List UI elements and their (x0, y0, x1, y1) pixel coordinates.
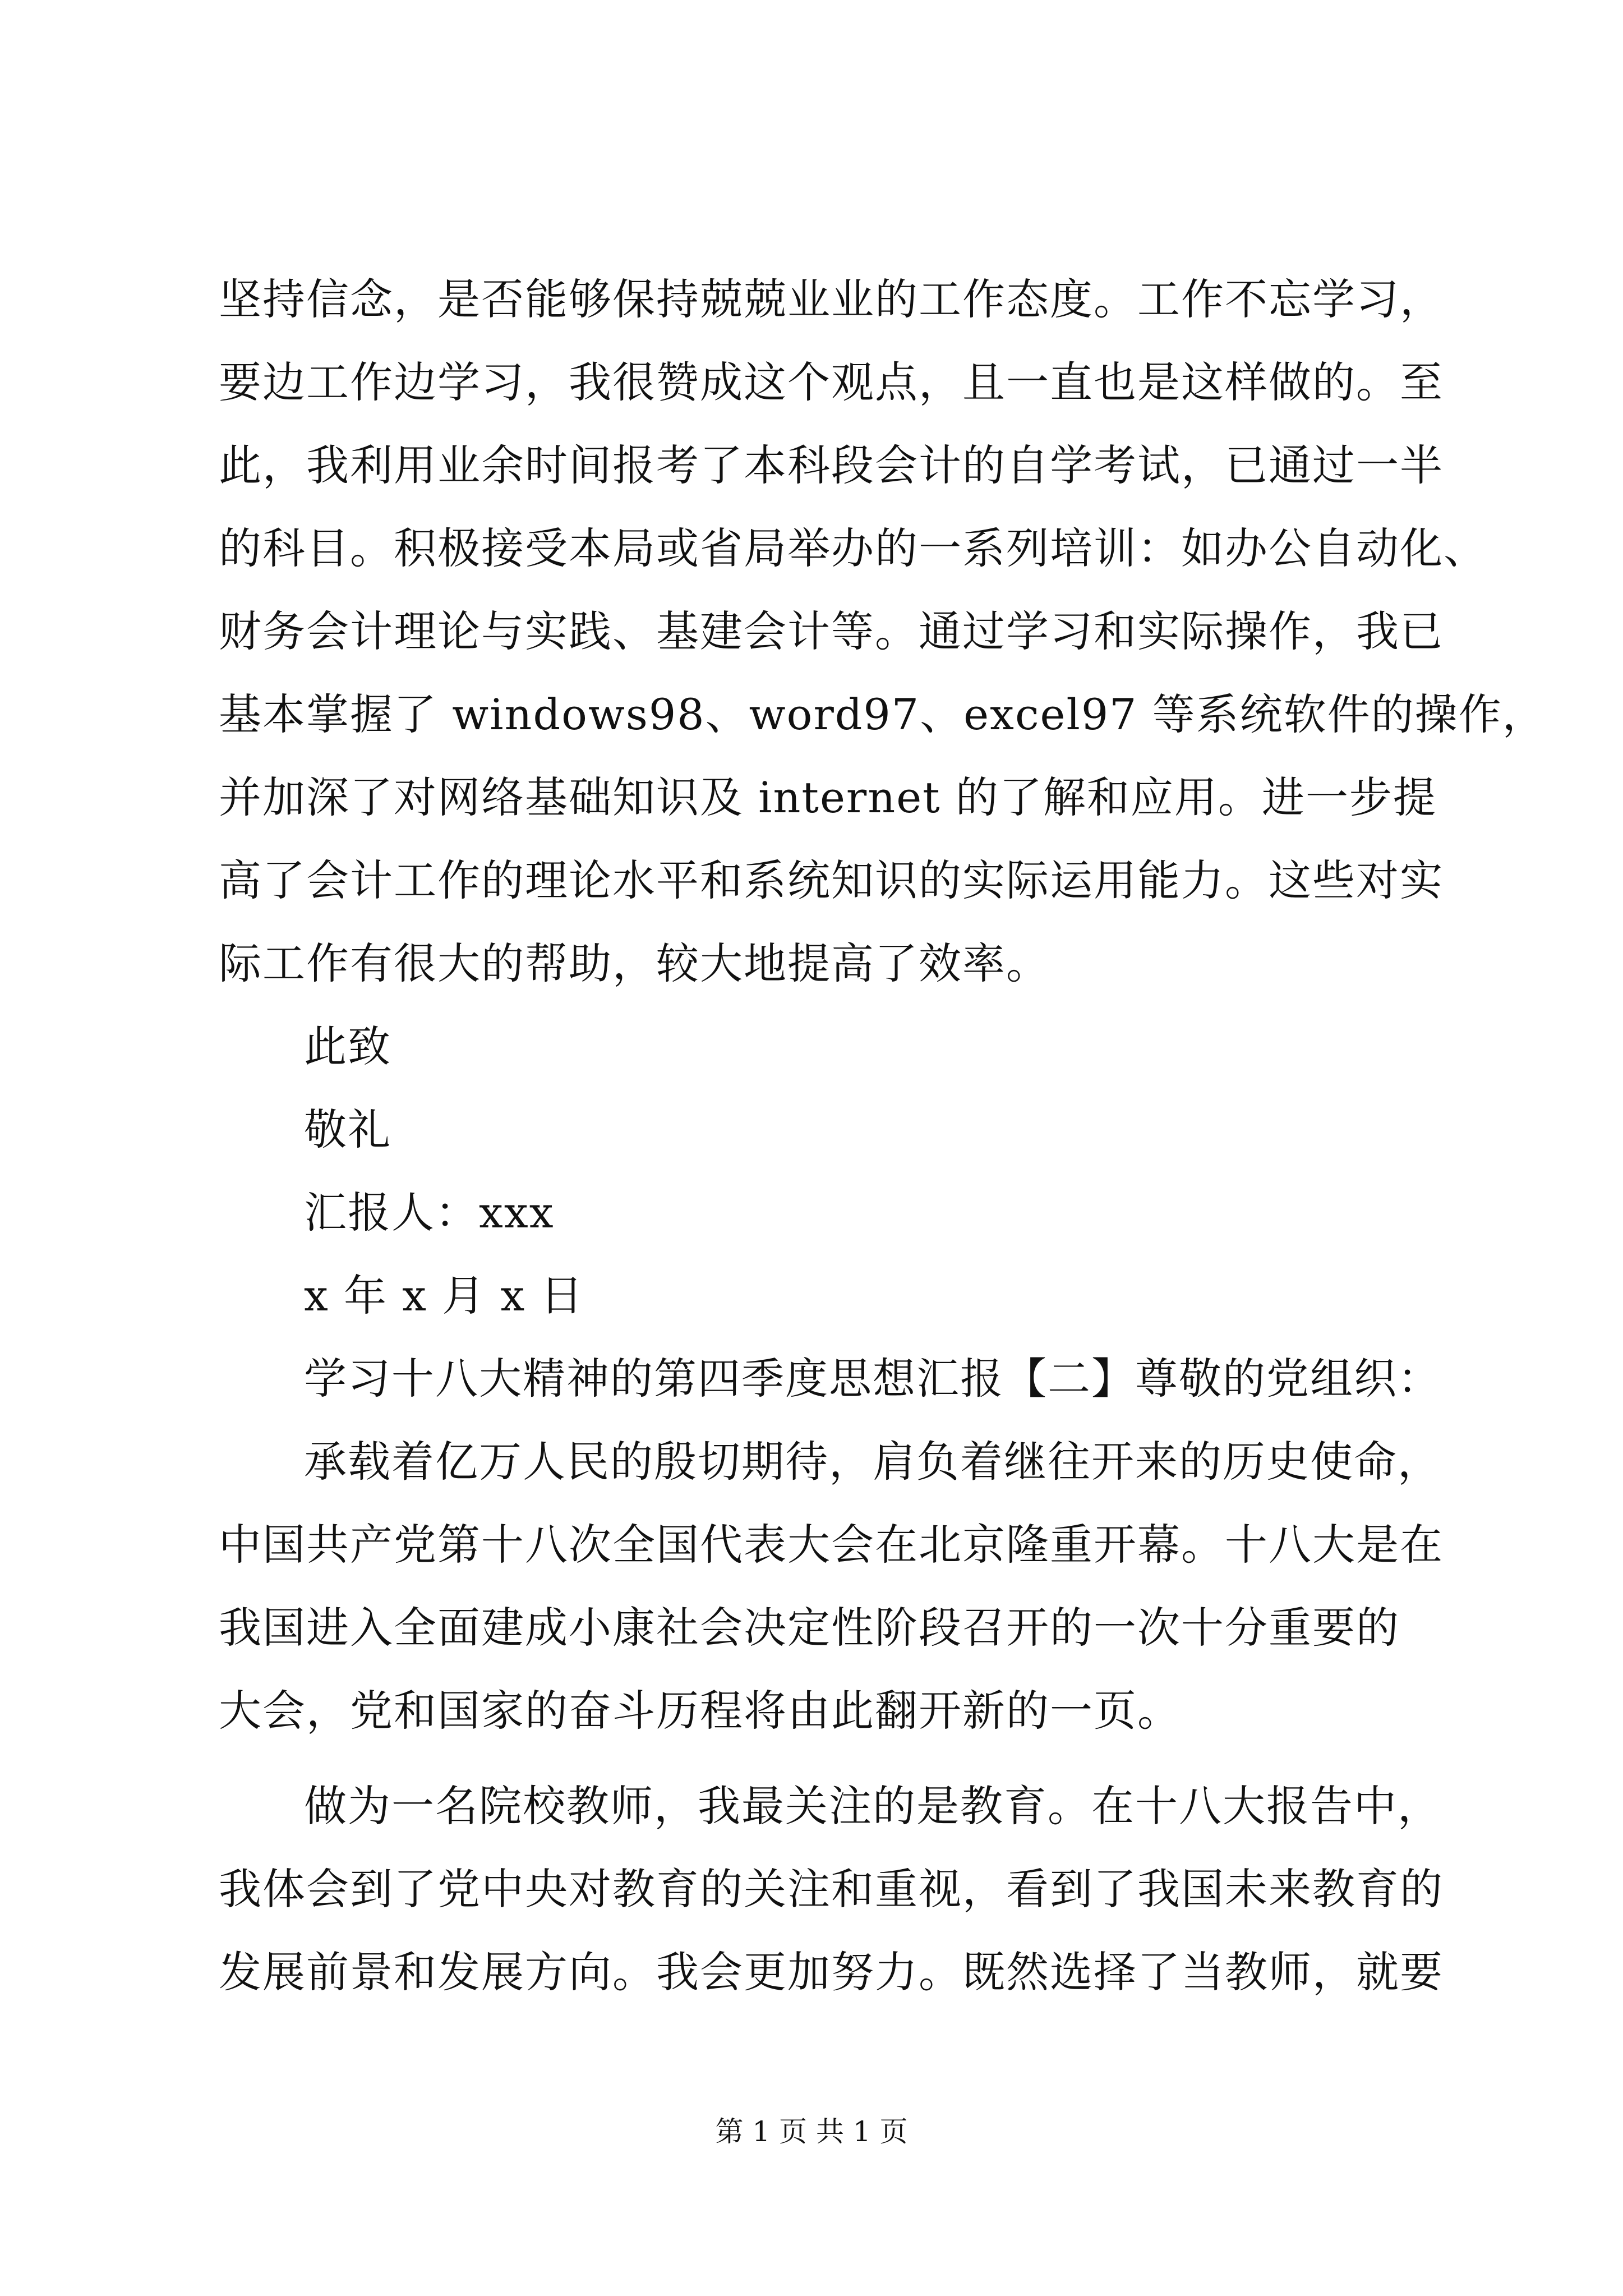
closing-regards: 敬礼 (304, 1105, 391, 1154)
paragraph-line: 基本掌握了 windows98、word97、excel97 等系统软件的操作， (219, 689, 1546, 739)
paragraph-line: 我国进入全面建成小康社会决定性阶段召开的一次十分重要的 (219, 1603, 1400, 1653)
paragraph-line: 做为一名院校教师，我最关注的是教育。在十八大报告中， (304, 1781, 1441, 1831)
paragraph-line: 财务会计理论与实践、基建会计等。通过学习和实际操作，我已 (219, 606, 1444, 656)
reporter-name: 汇报人：xxx (304, 1188, 555, 1237)
paragraph-line: 际工作有很大的帮助，较大地提高了效率。 (219, 938, 1050, 988)
report-date: x 年 x 月 x 日 (304, 1271, 584, 1320)
page-footer: 第 1 页 共 1 页 (715, 2115, 908, 2148)
section-heading: 学习十八大精神的第四季度思想汇报【二】尊敬的党组织： (304, 1354, 1441, 1404)
paragraph-line: 并加深了对网络基础知识及 internet 的了解和应用。进一步提 (219, 772, 1437, 822)
paragraph-line: 高了会计工作的理论水平和系统知识的实际运用能力。这些对实 (219, 855, 1444, 905)
paragraph-line: 发展前景和发展方向。我会更加努力。既然选择了当教师，就要 (219, 1947, 1444, 1997)
paragraph-line: 坚持信念，是否能够保持兢兢业业的工作态度。工作不忘学习， (219, 274, 1444, 324)
paragraph-line: 此，我利用业余时间报考了本科段会计的自学考试，已通过一半 (219, 440, 1444, 490)
paragraph-line: 的科目。积极接受本局或省局举办的一系列培训：如办公自动化、 (219, 523, 1487, 573)
paragraph-line: 要边工作边学习，我很赞成这个观点，且一直也是这样做的。至 (219, 357, 1444, 407)
paragraph-line: 中国共产党第十八次全国代表大会在北京隆重开幕。十八大是在 (219, 1520, 1444, 1570)
closing-salutation: 此致 (304, 1022, 391, 1071)
paragraph-line: 我体会到了党中央对教育的关注和重视，看到了我国未来教育的 (219, 1864, 1444, 1914)
document-body (219, 258, 1546, 2014)
paragraph-line: 大会，党和国家的奋斗历程将由此翻开新的一页。 (219, 1686, 1181, 1736)
paragraph-line: 承载着亿万人民的殷切期待，肩负着继往开来的历史使命， (304, 1437, 1441, 1487)
